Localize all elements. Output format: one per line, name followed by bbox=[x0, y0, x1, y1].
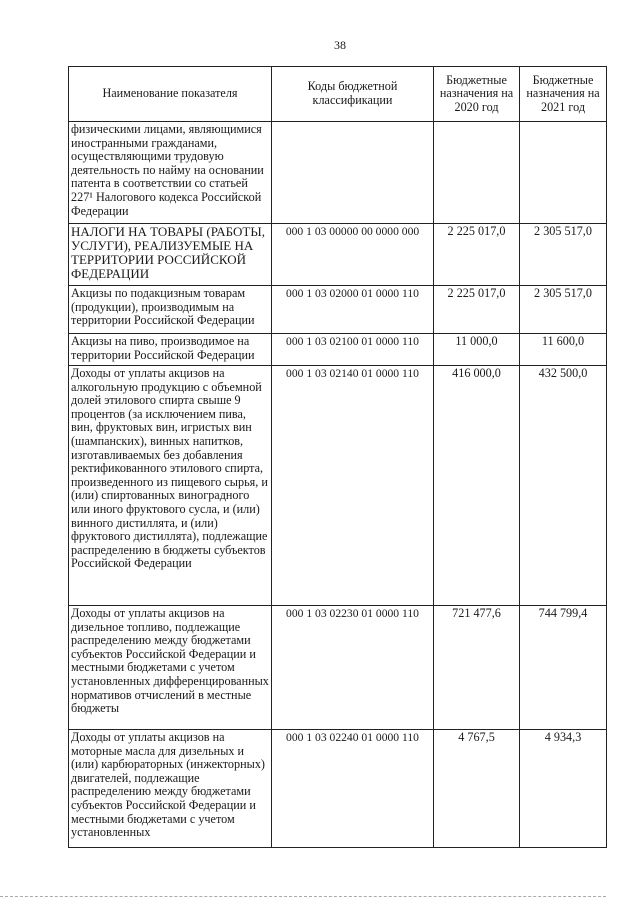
row-code: 000 1 03 02000 01 0000 110 bbox=[272, 286, 434, 334]
row-name: Акцизы на пиво, производимое на территории Российской Федерации bbox=[69, 334, 272, 366]
table-row bbox=[69, 606, 607, 730]
row-value-2021: 11 600,0 bbox=[520, 334, 607, 366]
row-value-2021: 2 305 517,0 bbox=[520, 286, 607, 334]
row-name: Доходы от уплаты акцизов на алкогольную продукцию с объемной долей этилового спирта свыше 9 процентов (за исключением пива, вин, фруктовых вин, игристых вин (шампанских), винных напитков, изготавливаемых без добавления ректификованного этилового спирта, произведенного из пищевого сырья, и (или) спиртованных виноградного или иного фруктового сусла, и (или) винного дистиллята, и (или) фруктового дистиллята), подлежащие распределению в бюджеты субъектов Российской Федерации bbox=[69, 366, 272, 606]
table-row bbox=[69, 334, 607, 366]
row-name: Доходы от уплаты акцизов на дизельное топливо, подлежащие распределению между бюджетами субъектов Российской Федерации и местными бюджетами с учетом установленных дифференцированных нормативов отчислений в местные бюджеты bbox=[69, 606, 272, 730]
row-value-2021: 2 305 517,0 bbox=[520, 224, 607, 286]
row-value-2021: 432 500,0 bbox=[520, 366, 607, 606]
row-code bbox=[272, 122, 434, 224]
page-number: 38 bbox=[334, 38, 346, 52]
header-name: Наименование показателя bbox=[69, 67, 272, 122]
table-row bbox=[69, 122, 607, 224]
row-code: 000 1 03 00000 00 0000 000 bbox=[272, 224, 434, 286]
table-row bbox=[69, 224, 607, 286]
row-value-2021: 744 799,4 bbox=[520, 606, 607, 730]
row-name: Акцизы по подакцизным товарам (продукции), производимым на территории Российской Федерации bbox=[69, 286, 272, 334]
row-value-2020: 11 000,0 bbox=[434, 334, 520, 366]
row-value-2021: 4 934,3 bbox=[520, 730, 607, 848]
row-value-2020: 721 477,6 bbox=[434, 606, 520, 730]
row-code: 000 1 03 02140 01 0000 110 bbox=[272, 366, 434, 606]
row-value-2020: 4 767,5 bbox=[434, 730, 520, 848]
header-2020: Бюджетные назначения на 2020 год bbox=[434, 67, 520, 122]
header-2021: Бюджетные назначения на 2021 год bbox=[520, 67, 607, 122]
table-header-row bbox=[69, 67, 607, 122]
header-code: Коды бюджетной классификации bbox=[272, 67, 434, 122]
row-value-2020: 2 225 017,0 bbox=[434, 286, 520, 334]
row-code: 000 1 03 02240 01 0000 110 bbox=[272, 730, 434, 848]
budget-table bbox=[68, 66, 607, 848]
row-code: 000 1 03 02230 01 0000 110 bbox=[272, 606, 434, 730]
row-value-2020 bbox=[434, 122, 520, 224]
table-row bbox=[69, 286, 607, 334]
table-row bbox=[69, 366, 607, 606]
table-row bbox=[69, 730, 607, 848]
row-code: 000 1 03 02100 01 0000 110 bbox=[272, 334, 434, 366]
row-value-2021 bbox=[520, 122, 607, 224]
row-value-2020: 416 000,0 bbox=[434, 366, 520, 606]
row-value-2020: 2 225 017,0 bbox=[434, 224, 520, 286]
row-name: Доходы от уплаты акцизов на моторные масла для дизельных и (или) карбюраторных (инжекторных) двигателей, подлежащие распределению между бюджетами субъектов Российской Федерации и местными бюджетами с учетом установленных bbox=[69, 730, 272, 848]
page-bottom-divider bbox=[0, 896, 606, 897]
row-name: физическими лицами, являющимися иностранными гражданами, осуществляющими трудовую деятельность по найму на основании патента в соответствии со статьей 227¹ Налогового кодекса Российской Федерации bbox=[69, 122, 272, 224]
row-name: НАЛОГИ НА ТОВАРЫ (РАБОТЫ, УСЛУГИ), РЕАЛИЗУЕМЫЕ НА ТЕРРИТОРИИ РОССИЙСКОЙ ФЕДЕРАЦИИ bbox=[69, 224, 272, 286]
